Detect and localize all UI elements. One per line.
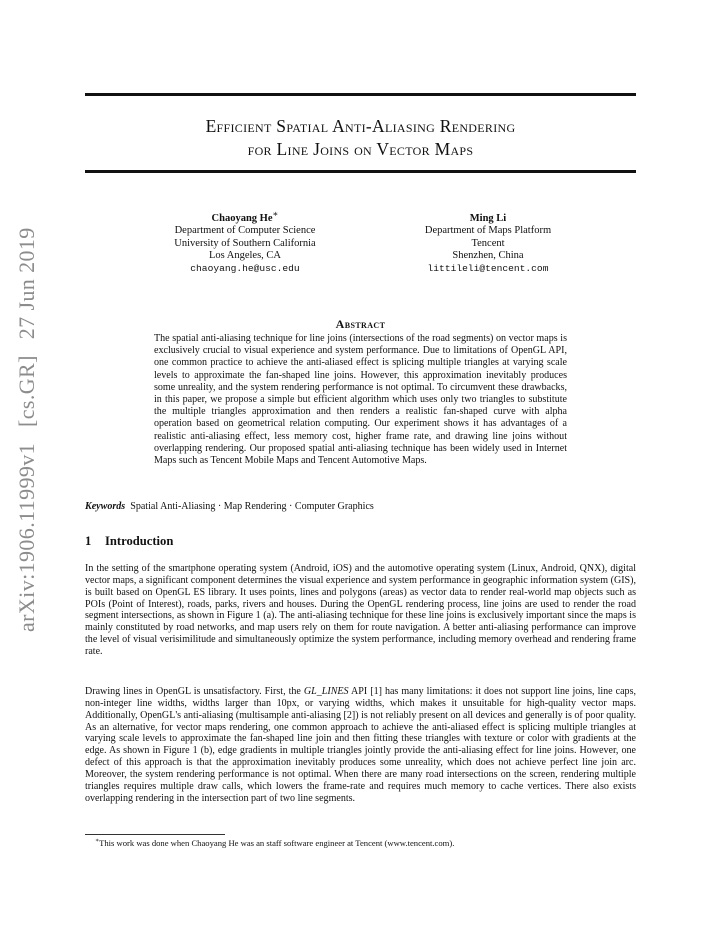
arxiv-id: arXiv:1906.11999v1 (14, 442, 39, 632)
paragraph-text: API [1] has many limitations: it does not support line joins, line caps, non-integer line widths, widths larger than 10px, or varying widths, which makes it unsuitable for high-quality vector maps. Additionally, OpenGL's anti-aliasing (multisample anti-aliasing [2]) is not reliably present on all devices and generally is of poor quality. As an alternative, for vector maps rendering, one common approach to achieve the anti-aliased effect is splicing multiple triangles at varying scale levels to approximate the fan-shaped line join and then fitting these triangles with texture or color with gradients at the edge. As shown in Figure 1 (b), edge gradients in multiple triangles jointly provide the anti-aliasing effect for line joins. However, one defect of this approach is that the approximation inevitably produces some unreality, which does not achieve perfect line join arc. Moreover, the system rendering performance is not optimal. When there are many road intersections on the screen, rendering multiple triangles requires multiple draw calls, which lowers the frame-rate and requires much memory to cache vertices. There also exists overlapping rendering in the intersection part of two line segments. (85, 686, 636, 804)
abstract-body: The spatial anti-aliasing technique for line joins (intersections of the road segments) on vector maps is exclusively crucial to visual experience and system performance. Due to limitations of OpenGL API, one common practice to achieve the anti-aliased effect is splicing multiple triangles at varying scale levels to approximate the fan-shaped line joins. However, this approximation inevitably produces some unreality, and the system rendering performance is not optimal. To circumvent these drawbacks, in this paper, we propose a simple but efficient algorithm which uses only two triangles to substitute the multiple triangles approximation and then renders a realistic fan-shaped curve with alpha operation based on geometrical relation computing. Our experiment shows it has advantages of a realistic anti-aliasing effect, less memory cost, higher frame rate, and drawing line joins without overlapping rendering. Our proposed spatial anti-aliasing technique has been widely used in Internet Maps such as Tencent Mobile Maps and Tencent Automotive Maps. (154, 333, 567, 467)
author-department: Department of Computer Science (174, 225, 316, 237)
author-location: Los Angeles, CA (208, 250, 282, 262)
footnote (95, 838, 635, 848)
body-paragraph (85, 686, 636, 804)
footnote-text: This work was done when Chaoyang He was an staff software engineer at Tencent (www.tencent.com). (99, 838, 455, 848)
arxiv-category: [cs.GR] (14, 355, 39, 427)
arxiv-stamp (14, 227, 48, 632)
keywords-text: Spatial Anti-Aliasing · Map Rendering · Computer Graphics (130, 501, 374, 512)
footnote-rule (85, 834, 225, 835)
abstract-heading: Abstract (335, 317, 386, 331)
keywords-line (85, 501, 636, 512)
author-location: Shenzhen, China (452, 250, 524, 262)
author-footnote-mark: ∗ (272, 208, 279, 219)
section-title: Introduction (105, 534, 174, 548)
keywords-label: Keywords (85, 501, 126, 512)
author-block (115, 208, 375, 275)
author-organization: Tencent (471, 237, 505, 249)
arxiv-date: 27 Jun 2019 (14, 227, 39, 340)
section-number: 1 (85, 534, 92, 548)
author-email: chaoyang.he@usc.edu (190, 262, 300, 274)
title-rule-bottom (85, 170, 636, 173)
title-rule-top (85, 93, 636, 96)
author-name: Ming Li (469, 213, 507, 224)
author-department: Department of Maps Platform (424, 225, 552, 237)
section-heading (85, 534, 173, 549)
author-name: Chaoyang He (211, 213, 273, 224)
paragraph-text: Drawing lines in OpenGL is unsatisfactory. First, the (85, 686, 304, 697)
author-organization: University of Southern California (174, 237, 316, 249)
paper-title-line-2: for Line Joins on Vector Maps (247, 139, 474, 159)
paper-title-line-1: Efficient Spatial Anti-Aliasing Rendering (205, 116, 516, 136)
author-email: littileli@tencent.com (427, 262, 549, 274)
body-paragraph: In the setting of the smartphone operating system (Android, iOS) and the automotive operating system (Linux, Android, QNX), digital vector maps, a significant component determines the visual experience and system performance in geographic information system (GIS), is built based on OpenGL ES library. It uses points, lines and polygons (areas) as vector data to render real-world map objects such as POIs (Point of Interest), roads, parks, rivers and houses. During the OpenGL rendering process, line joins are used to render the road segment intersections, as shown in Figure 1 (a). The anti-aliasing technique for these line joins is exclusively important since the maps is mainly constituted by road networks, and map users rely on them for route navigation. A better anti-aliasing performance can improve the level of visual verisimilitude and simultaneously optimize the system performance, including memory overhead and rendering frame rate. (85, 563, 636, 657)
footnote-mark: ∗ (95, 838, 100, 845)
author-block (358, 213, 618, 275)
api-name: GL_LINES (303, 686, 349, 697)
